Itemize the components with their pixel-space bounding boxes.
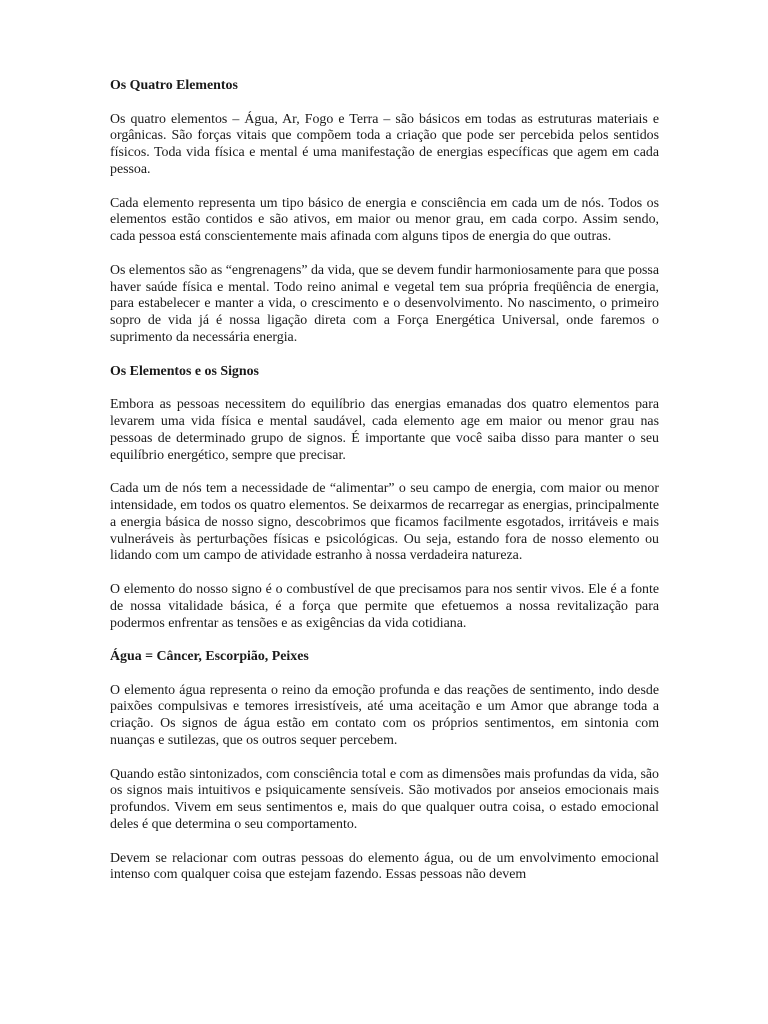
document-page: [110, 78, 659, 884]
spacer: [110, 95, 659, 112]
spacer: [110, 565, 659, 582]
paragraph: Embora as pessoas necessitem do equilíbrio das energias emanadas dos quatro elementos para levarem uma vida física e mental saudável, cada elemento age em maior ou menor grau nas pessoas de determinado grupo de signos. É importante que você saiba disso para manter o seu equilíbrio energético, sempre que precisar.: [110, 397, 659, 463]
spacer: [110, 179, 659, 196]
paragraph: Os elementos são as “engrenagens” da vida, que se devem fundir harmoniosamente para que possa haver saúde física e mental. Todo reino animal e vegetal tem sua própria freqüência de energia, para estabelecer e manter a vida, o crescimento e o desenvolvimento. No nascimento, o primeiro sopro de vida já é nossa ligação direta com a Força Energética Universal, onde faremos o suprimento da necessária energia.: [110, 262, 659, 345]
spacer: [110, 246, 659, 263]
spacer: [110, 380, 659, 397]
spacer: [110, 632, 659, 649]
paragraph: Cada elemento representa um tipo básico de energia e consciência em cada um de nós. Todos os elementos estão contidos e são ativos, em maior ou menor grau, em cada corpo. Assim sendo, cada pessoa está conscientemente mais afinada com alguns tipos de energia do que outras.: [110, 195, 659, 245]
paragraph: Quando estão sintonizados, com consciência total e com as dimensões mais profundas da vida, são os signos mais intuitivos e psiquicamente sensíveis. São motivados por anseios emocionais mais profundos. Vivem em seus sentimentos e, mais do que qualquer outra coisa, o estado emocional deles é que determina o seu comportamento.: [110, 766, 659, 833]
section-heading-quatro-elementos: Os Quatro Elementos: [110, 78, 238, 93]
paragraph: Os quatro elementos – Água, Ar, Fogo e Terra – são básicos em todas as estruturas materiais e orgânicas. São forças vitais que compõem toda a criação que pode ser percebida pelos sentidos físicos. Toda vida física e mental é uma manifestação de energias específicas que agem em cada pessoa.: [110, 111, 659, 177]
paragraph: O elemento do nosso signo é o combustível de que precisamos para nos sentir vivos. Ele é a fonte de nossa vitalidade básica, é a força que permite que efetuemos a nossa revitalização para podermos enfrentar as tensões e as exigências da vida cotidiana.: [110, 581, 659, 631]
section-heading-elementos-signos: Os Elementos e os Signos: [110, 363, 259, 379]
paragraph: O elemento água representa o reino da emoção profunda e das reações de sentimento, indo desde paixões compulsivas e temores irresistíveis, até uma aceitação e um Amor que abrange toda a criação. Os signos de água estão em contato com os próprios sentimentos, em sintonia com nuanças e sutilezas, que os outros sequer percebem.: [110, 682, 659, 749]
paragraph: Cada um de nós tem a necessidade de “alimentar” o seu campo de energia, com maior ou menor intensidade, em todos os quatro elementos. Se deixarmos de recarregar as energias, principalmente a energia básica de nosso signo, descobrimos que ficamos facilmente esgotados, irritáveis e mais vulneráveis às perturbações físicas e psicológicas. Ou seja, estando fora de nosso elemento ou lidando com um campo de atividade estranho à nossa verdadeira natureza.: [110, 481, 659, 564]
paragraph: Devem se relacionar com outras pessoas do elemento água, ou de um envolvimento emocional intenso com qualquer coisa que estejam fazendo. Essas pessoas não devem: [110, 850, 659, 883]
spacer: [110, 834, 659, 851]
spacer: [110, 464, 659, 481]
spacer: [110, 347, 659, 364]
spacer: [110, 666, 659, 683]
spacer: [110, 750, 659, 767]
section-heading-agua: Água = Câncer, Escorpião, Peixes: [110, 649, 309, 665]
